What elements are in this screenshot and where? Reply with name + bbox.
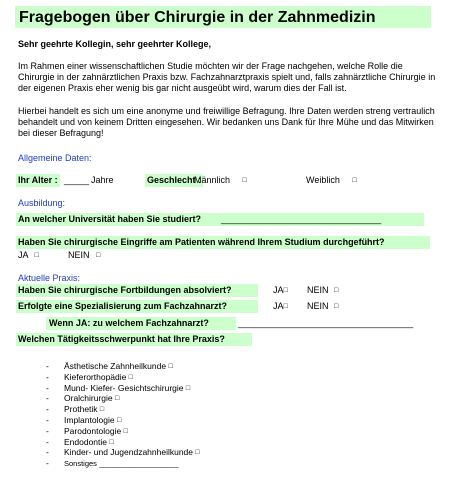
university-question: An welcher Universität haben Sie studiert? xyxy=(18,214,202,224)
gender-male-checkbox[interactable]: □ xyxy=(242,177,247,184)
specialization-question: Erfolgte eine Spezialisierung zum Fachzahnarzt? xyxy=(18,301,228,311)
age-unit: Jahre xyxy=(91,175,114,185)
focus-item-checkbox[interactable]: □ xyxy=(168,363,173,370)
focus-item-label: Oralchirurgie xyxy=(64,393,113,404)
list-dash: - xyxy=(46,447,49,458)
intro-paragraph-2: Hierbei handelt es sich um eine anonyme und freiwillige Befragung. Ihre Daten werden streng vertraulich behandelt und von keinem Dritten eingesehen. Wir bedanken uns Dank für Ihre Mühe und das Mitwirken bei dieser Befragung! xyxy=(18,106,435,138)
focus-item-label: Prothetik xyxy=(64,404,98,415)
training-no-checkbox[interactable]: □ xyxy=(334,287,339,294)
list-dash: - xyxy=(46,458,49,469)
specialization-yes-checkbox[interactable]: □ xyxy=(283,303,288,310)
list-dash: - xyxy=(46,436,49,447)
specialization-question-row xyxy=(16,300,258,313)
specialization-no-option[interactable] xyxy=(307,301,338,312)
gender-female-label: Weiblich xyxy=(306,175,340,185)
gender-label: Geschlecht : xyxy=(147,175,202,185)
section-education-heading: Ausbildung: xyxy=(18,198,66,208)
focus-question-row xyxy=(16,333,252,346)
list-dash: - xyxy=(46,414,49,425)
focus-item-label: Implantologie xyxy=(64,414,115,425)
training-no-option[interactable] xyxy=(307,285,338,296)
focus-item-checkbox[interactable]: □ xyxy=(185,384,191,392)
focus-other-label: Sonstiges xyxy=(64,459,97,469)
surgery-study-no-checkbox[interactable]: □ xyxy=(96,252,101,259)
training-yes-checkbox[interactable]: □ xyxy=(283,287,288,294)
list-dash: - xyxy=(46,382,49,393)
surgery-study-no-option[interactable] xyxy=(68,250,100,261)
focus-item-label: Mund- Kiefer- Gesichtschirurgie xyxy=(64,382,184,393)
which-specialist-question: Wenn JA: zu welchem Fachzahnarzt? xyxy=(49,318,209,328)
university-question-row xyxy=(16,213,424,226)
gender-male-option[interactable] xyxy=(194,175,247,186)
university-input[interactable]: ________________________________ xyxy=(221,214,382,224)
training-yes-option[interactable] xyxy=(273,285,288,296)
focus-item-label: Parodontologie xyxy=(64,425,122,436)
focus-item-checkbox[interactable]: □ xyxy=(109,438,114,446)
training-question-row xyxy=(16,284,258,297)
greeting: Sehr geehrte Kollegin, sehr geehrter Kollege, xyxy=(18,39,212,49)
focus-item-label: Kieferorthopädie xyxy=(64,371,127,382)
page-title: Fragebogen über Chirurgie in der Zahnmedizin xyxy=(19,9,376,26)
focus-item-checkbox[interactable]: □ xyxy=(115,395,120,403)
focus-item-label: Endodontie xyxy=(64,436,108,447)
gender-female-option[interactable] xyxy=(306,175,357,186)
list-dash: - xyxy=(46,404,49,415)
training-question: Haben Sie chirurgische Fortbildungen absolviert? xyxy=(18,285,232,295)
focus-item-label: Kinder- und Jugendzahnheilkunde xyxy=(64,447,194,458)
list-dash: - xyxy=(46,393,49,404)
focus-item-checkbox[interactable]: □ xyxy=(128,373,133,381)
title-bar xyxy=(15,6,431,28)
focus-question: Welchen Tätigkeitsschwerpunkt hat Ihre Praxis? xyxy=(18,334,225,344)
surgery-study-yes-label: JA xyxy=(18,250,29,260)
focus-item-checkbox[interactable]: □ xyxy=(116,416,122,424)
surgery-study-yes-checkbox[interactable]: □ xyxy=(34,252,39,259)
focus-other-input[interactable]: ___________________ xyxy=(99,459,179,469)
section-general-heading: Allgemeine Daten: xyxy=(18,153,92,163)
age-label: Ihr Alter : xyxy=(18,175,58,185)
surgery-study-question-row xyxy=(16,236,430,249)
list-dash: - xyxy=(46,425,49,436)
which-specialist-input[interactable]: ___________________________________ xyxy=(238,318,414,328)
surgery-study-no-label: NEIN xyxy=(68,250,90,260)
focus-item-checkbox[interactable]: □ xyxy=(99,406,105,414)
list-dash: - xyxy=(46,361,49,371)
focus-item-label: Ästhetische Zahnheilkunde xyxy=(64,361,167,371)
specialization-yes-label: JA xyxy=(273,301,284,311)
specialization-no-checkbox[interactable]: □ xyxy=(334,303,339,310)
section-practice-heading: Aktuelle Praxis: xyxy=(18,273,81,283)
gender-female-checkbox[interactable]: □ xyxy=(352,177,357,184)
focus-item-checkbox[interactable]: □ xyxy=(195,449,200,457)
training-no-label: NEIN xyxy=(307,285,329,295)
age-input[interactable]: _____ xyxy=(64,175,90,185)
surgery-study-yes-option[interactable] xyxy=(18,250,39,261)
age-gender-row xyxy=(16,174,216,187)
surgery-study-question: Haben Sie chirurgische Eingriffe am Patienten während Ihrem Studium durchgeführt? xyxy=(18,237,385,247)
intro-paragraph-1: Im Rahmen einer wissenschaftlichen Studie möchten wir der Frage nachgehen, welche Rolle die Chirurgie in der zahnärztlichen Praxis bzw. Fachzahnarztpraxis spielt und, falls zahnärztliche Chirurgie in der eigenen Praxis eher wenig bis gar nicht ausgeübt wird, warum dies der Fall ist. xyxy=(18,61,436,93)
specialization-no-label: NEIN xyxy=(307,301,329,311)
focus-item-checkbox[interactable]: □ xyxy=(123,427,128,435)
gender-male-label: Männlich xyxy=(194,175,231,185)
training-yes-label: JA xyxy=(273,285,284,295)
specialization-yes-option[interactable] xyxy=(273,301,288,312)
which-specialist-question-row xyxy=(46,317,236,330)
list-dash: - xyxy=(46,371,49,382)
